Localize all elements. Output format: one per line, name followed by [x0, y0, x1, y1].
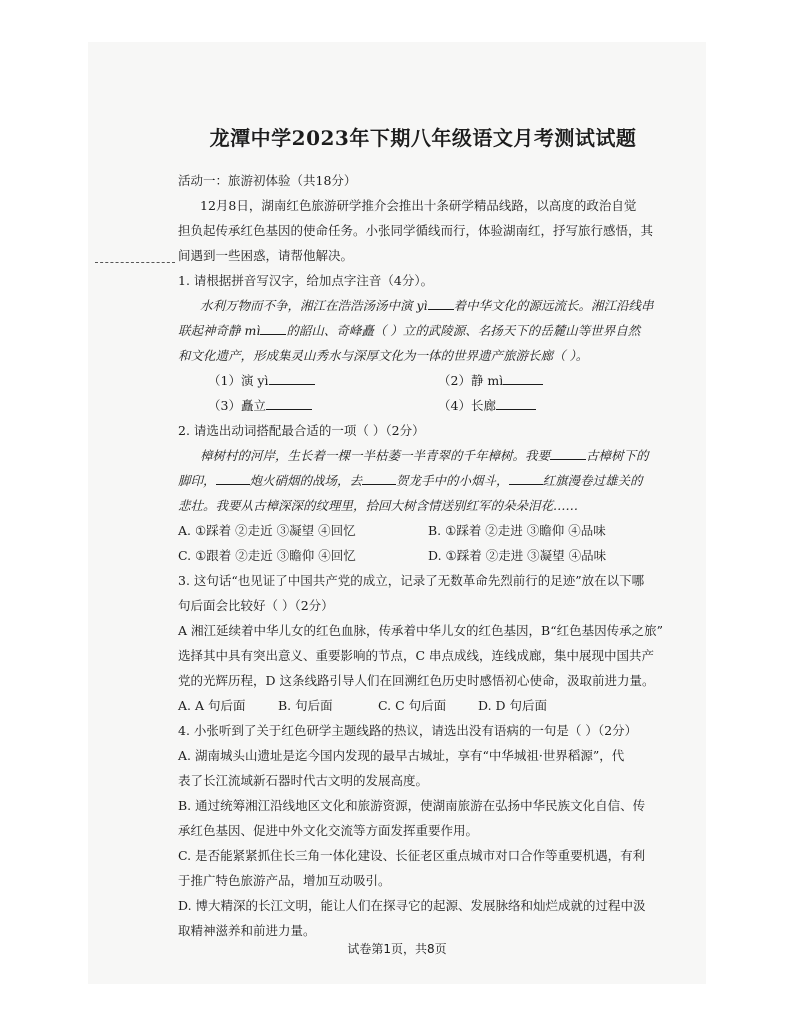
q1-item-label: （1）演 yì	[208, 373, 269, 388]
q3-stem: 3. 这句话“也见证了中国共产党的成立，记录了无数革命先烈前行的足迹”放在以下哪	[178, 573, 645, 588]
q1-item-label: （3）矗立	[208, 398, 266, 413]
q2-text: 红旗漫卷过雄关的	[542, 473, 643, 488]
option-c-cont: 于推广特色旅游产品，增加互动吸引。	[178, 873, 391, 888]
scan-artifact-line	[95, 262, 175, 263]
exam-content	[178, 124, 668, 943]
option-d[interactable]: D. ①踩着 ②走进 ③凝望 ④品味	[428, 548, 607, 563]
q1-item	[178, 368, 438, 393]
answer-blank[interactable]	[496, 395, 536, 410]
q2-text: 樟树村的河岸，生长着一棵一半枯萎一半青翠的千年樟树。我要	[200, 448, 551, 463]
q4-stem: 4. 小张听到了关于红色研学主题线路的热议，请选出没有语病的一句是（ ）（2分）	[178, 723, 638, 738]
q2-passage	[178, 443, 668, 518]
intro-line: 12月8日，湖南红色旅游研学推介会推出十条研学精品线路，以高度的政治自觉	[200, 198, 637, 213]
q2-options-row	[178, 543, 668, 568]
q1-item-label: （2）静 mì	[438, 373, 504, 388]
answer-blank[interactable]	[550, 445, 586, 460]
page-footer: 试卷第1页，共8页	[347, 942, 447, 956]
q1-passage-line	[178, 293, 668, 318]
q1-text: 水利万物而不争，湘江在浩浩汤汤中演 yì	[200, 298, 428, 313]
q1-item	[438, 393, 536, 418]
option-b[interactable]: B. 句后面	[278, 698, 333, 713]
answer-blank[interactable]	[503, 370, 543, 385]
option-b[interactable]: B. 通过统筹湘江沿线地区文化和旅游资源，使湖南旅游在弘扬中华民族文化自信、传	[178, 798, 646, 813]
q1-text: 联起神奇静 mì	[178, 323, 261, 338]
option-d-cont: 取精神滋养和前进力量。	[178, 923, 316, 938]
q2-stem: 2. 请选出动词搭配最合适的一项（ ）（2分）	[178, 423, 425, 438]
q1-passage-line: 和文化遗产，形成集灵山秀水与深厚文化为一体的世界遗产旅游长廊（ ）。	[178, 348, 589, 363]
q1-item-label: （4）长廊	[438, 398, 496, 413]
answer-blank[interactable]	[260, 320, 286, 335]
option-c[interactable]: C. C 句后面	[378, 698, 447, 713]
q2-passage-line	[178, 443, 668, 468]
q3-passage-line: A 湘江延续着中华儿女的红色血脉，传承着中华儿女的红色基因，B“红色基因传承之旅”	[178, 623, 663, 638]
q2-text: 古樟树下的	[586, 448, 649, 463]
answer-blank[interactable]	[269, 370, 315, 385]
q2-passage-line: 悲壮。我要从古樟深深的纹理里，拾回大树含情送别红军的朵朵泪花……	[178, 498, 579, 513]
option-a[interactable]: A. A 句后面	[178, 698, 246, 713]
q1-passage-line	[178, 318, 668, 343]
activity-heading: 活动一：旅游初体验（共18分）	[178, 173, 357, 188]
option-a-cont: 表了长江流域新石器时代古文明的发展高度。	[178, 773, 429, 788]
q1-items-row	[178, 368, 668, 393]
q3-stem: 句后面会比较好（ ）（2分）	[178, 598, 334, 613]
intro-line: 担负起传承红色基因的使命任务。小张同学循线而行，体验湖南红，抒写旅行感悟，其	[178, 223, 654, 238]
option-a[interactable]: A. ①踩着 ②走近 ③凝望 ④回忆	[178, 523, 356, 538]
answer-blank[interactable]	[362, 470, 396, 485]
option-b-cont: 承红色基因、促进中外文化交流等方面发挥重要作用。	[178, 823, 479, 838]
option-a[interactable]: A. 湖南城头山遗址是迄今国内发现的最早古城址，享有“中华城祖·世界稻源”，代	[178, 748, 625, 763]
q2-text: 脚印，	[178, 473, 216, 488]
option-c[interactable]: C. 是否能紧紧抓住长三角一体化建设、长征老区重点城市对口合作等重要机遇，有利	[178, 848, 646, 863]
q1-passage	[178, 293, 668, 368]
intro-line: 间遇到一些困惑，请帮他解决。	[178, 248, 354, 263]
q1-item	[178, 393, 438, 418]
answer-blank[interactable]	[428, 295, 454, 310]
option-d[interactable]: D. D 句后面	[478, 698, 548, 713]
q3-options-row	[178, 693, 668, 718]
q1-stem: 1. 请根据拼音写汉字，给加点字注音（4分）。	[178, 273, 434, 288]
q3-passage-line: 党的光辉历程，D 这条线路引导人们在回溯红色历史时感悟初心使命，汲取前进力量。	[178, 673, 655, 688]
q1-text: 的韶山、奇峰矗（ ）立的武陵源、名扬天下的岳麓山等世界自然	[286, 323, 641, 338]
option-c[interactable]: C. ①跟着 ②走近 ③瞻仰 ④回忆	[178, 548, 356, 563]
q2-text: 炮火硝烟的战场，去	[249, 473, 363, 488]
answer-blank[interactable]	[266, 395, 312, 410]
option-d[interactable]: D. 博大精深的长江文明，能让人们在探寻它的起源、发展脉络和灿烂成就的过程中汲	[178, 898, 646, 913]
option-b[interactable]: B. ①踩着 ②走进 ③瞻仰 ④品味	[428, 523, 606, 538]
q1-item	[438, 368, 543, 393]
q2-text: 贺龙手中的小烟斗，	[396, 473, 509, 488]
q1-items-row	[178, 393, 668, 418]
q3-passage-line: 选择其中具有突出意义、重要影响的节点，C 串点成线，连线成廊，集中展现中国共产	[178, 648, 655, 663]
q2-passage-line	[178, 468, 668, 493]
answer-blank[interactable]	[216, 470, 250, 485]
q2-options-row	[178, 518, 668, 543]
answer-blank[interactable]	[509, 470, 543, 485]
exam-title: 龙潭中学2023年下期八年级语文月考测试试题	[209, 126, 637, 150]
q1-text: 着中华文化的源远流长。湘江沿线串	[453, 298, 654, 313]
